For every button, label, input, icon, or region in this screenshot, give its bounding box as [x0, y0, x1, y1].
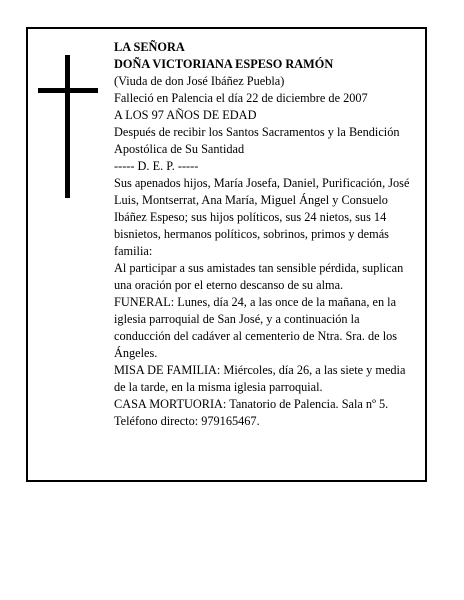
rip-line: ----- D. E. P. -----	[114, 159, 199, 173]
funeral-home-paragraph: CASA MORTUORIA: Tanatorio de Palencia. Sala nº 5. Teléfono directo: 979165467.	[114, 397, 389, 428]
sacraments-paragraph: Después de recibir los Santos Sacramentos y la Bendición Apostólica de Su Santidad	[114, 125, 400, 156]
cross-vertical-bar	[65, 55, 70, 198]
obituary-text	[114, 39, 416, 430]
cross-horizontal-bar	[38, 88, 98, 93]
family-mass-paragraph: MISA DE FAMILIA: Miércoles, día 26, a las siete y media de la tarde, en la misma iglesia parroquial.	[114, 363, 406, 394]
widow-of-line: (Viuda de don José Ibáñez Puebla)	[114, 74, 285, 88]
age-line: A LOS 97 AÑOS DE EDAD	[114, 108, 257, 122]
deceased-name: DOÑA VICTORIANA ESPESO RAMÓN	[114, 57, 334, 71]
prayer-request-paragraph: Al participar a sus amistades tan sensible pérdida, suplican una oración por el eterno descanso de su alma.	[114, 261, 404, 292]
funeral-paragraph: FUNERAL: Lunes, día 24, a las once de la mañana, en la iglesia parroquial de San José, y a continuación la conducción del cadáver al cementerio de Ntra. Sra. de los Ángeles.	[114, 295, 398, 360]
death-line: Falleció en Palencia el día 22 de diciembre de 2007	[114, 91, 368, 105]
family-paragraph: Sus apenados hijos, María Josefa, Daniel, Purificación, José Luis, Montserrat, Ana María, Miguel Ángel y Consuelo Ibáñez Espeso; sus hijos políticos, sus 24 nietos, sus 14 bisnietos, hermanos políticos, sobrinos, primos y demás familia:	[114, 176, 410, 258]
cross-icon	[38, 55, 98, 198]
title-line: LA SEÑORA	[114, 40, 185, 54]
